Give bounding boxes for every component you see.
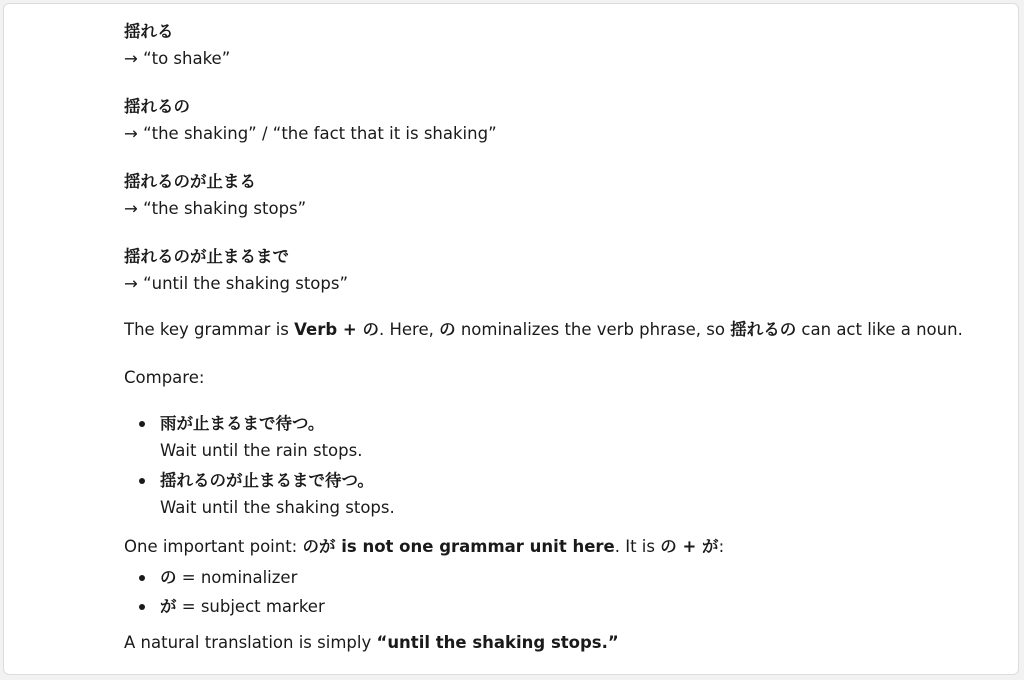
step-translation: → “the shaking stops” [124,199,307,218]
step-japanese: 揺れる [124,22,174,41]
bold-run: のが is not one grammar unit here [302,537,615,556]
breakdown-step-2 [124,93,984,147]
step-translation: → “the shaking” / “the fact that it is shaking” [124,124,497,143]
important-point-paragraph [124,533,984,560]
bold-run: の [439,320,456,339]
step-japanese: 揺れるのが止まる [124,172,256,191]
breakdown-step-4 [124,243,984,297]
breakdown-step-1 [124,18,984,72]
text-run: can act like a noun. [796,320,963,339]
text-run: . It is [614,537,661,556]
example-japanese: 揺れるのが止まるまで待つ。 [160,471,374,490]
message-card [3,3,1019,675]
example-japanese: 雨が止まるまで待つ。 [160,414,325,433]
bold-run: の [160,568,177,587]
step-translation: → “to shake” [124,49,231,68]
text-run: One important point: [124,537,303,556]
list-item [160,467,984,521]
text-run: = nominalizer [176,568,298,587]
step-japanese: 揺れるの [124,97,190,116]
bold-run: Verb + の [294,320,379,339]
text-run: A natural translation is simply [124,633,377,652]
bold-run: “until the shaking stops.” [376,633,619,652]
breakdown-step-3 [124,168,984,222]
bold-run: 揺れるの [730,320,797,339]
text-run: = subject marker [176,597,325,616]
example-translation: Wait until the rain stops. [160,441,363,460]
bold-run: が [160,597,177,616]
conclusion-paragraph [124,629,984,656]
list-item [160,564,984,591]
step-japanese: 揺れるのが止まるまで [124,247,289,266]
list-item [160,593,984,620]
bold-run: の + が [660,537,719,556]
list-item [160,410,984,464]
text-run: nominalizes the verb phrase, so [455,320,731,339]
message-content [124,18,984,656]
text-run: The key grammar is [124,320,295,339]
key-grammar-paragraph [124,316,984,343]
example-list [124,410,984,521]
text-run: : [718,537,725,556]
step-translation: → “until the shaking stops” [124,274,348,293]
example-translation: Wait until the shaking stops. [160,498,395,517]
text-run: . Here, [378,320,440,339]
compare-label: Compare: [124,368,205,387]
marker-list [124,564,984,620]
